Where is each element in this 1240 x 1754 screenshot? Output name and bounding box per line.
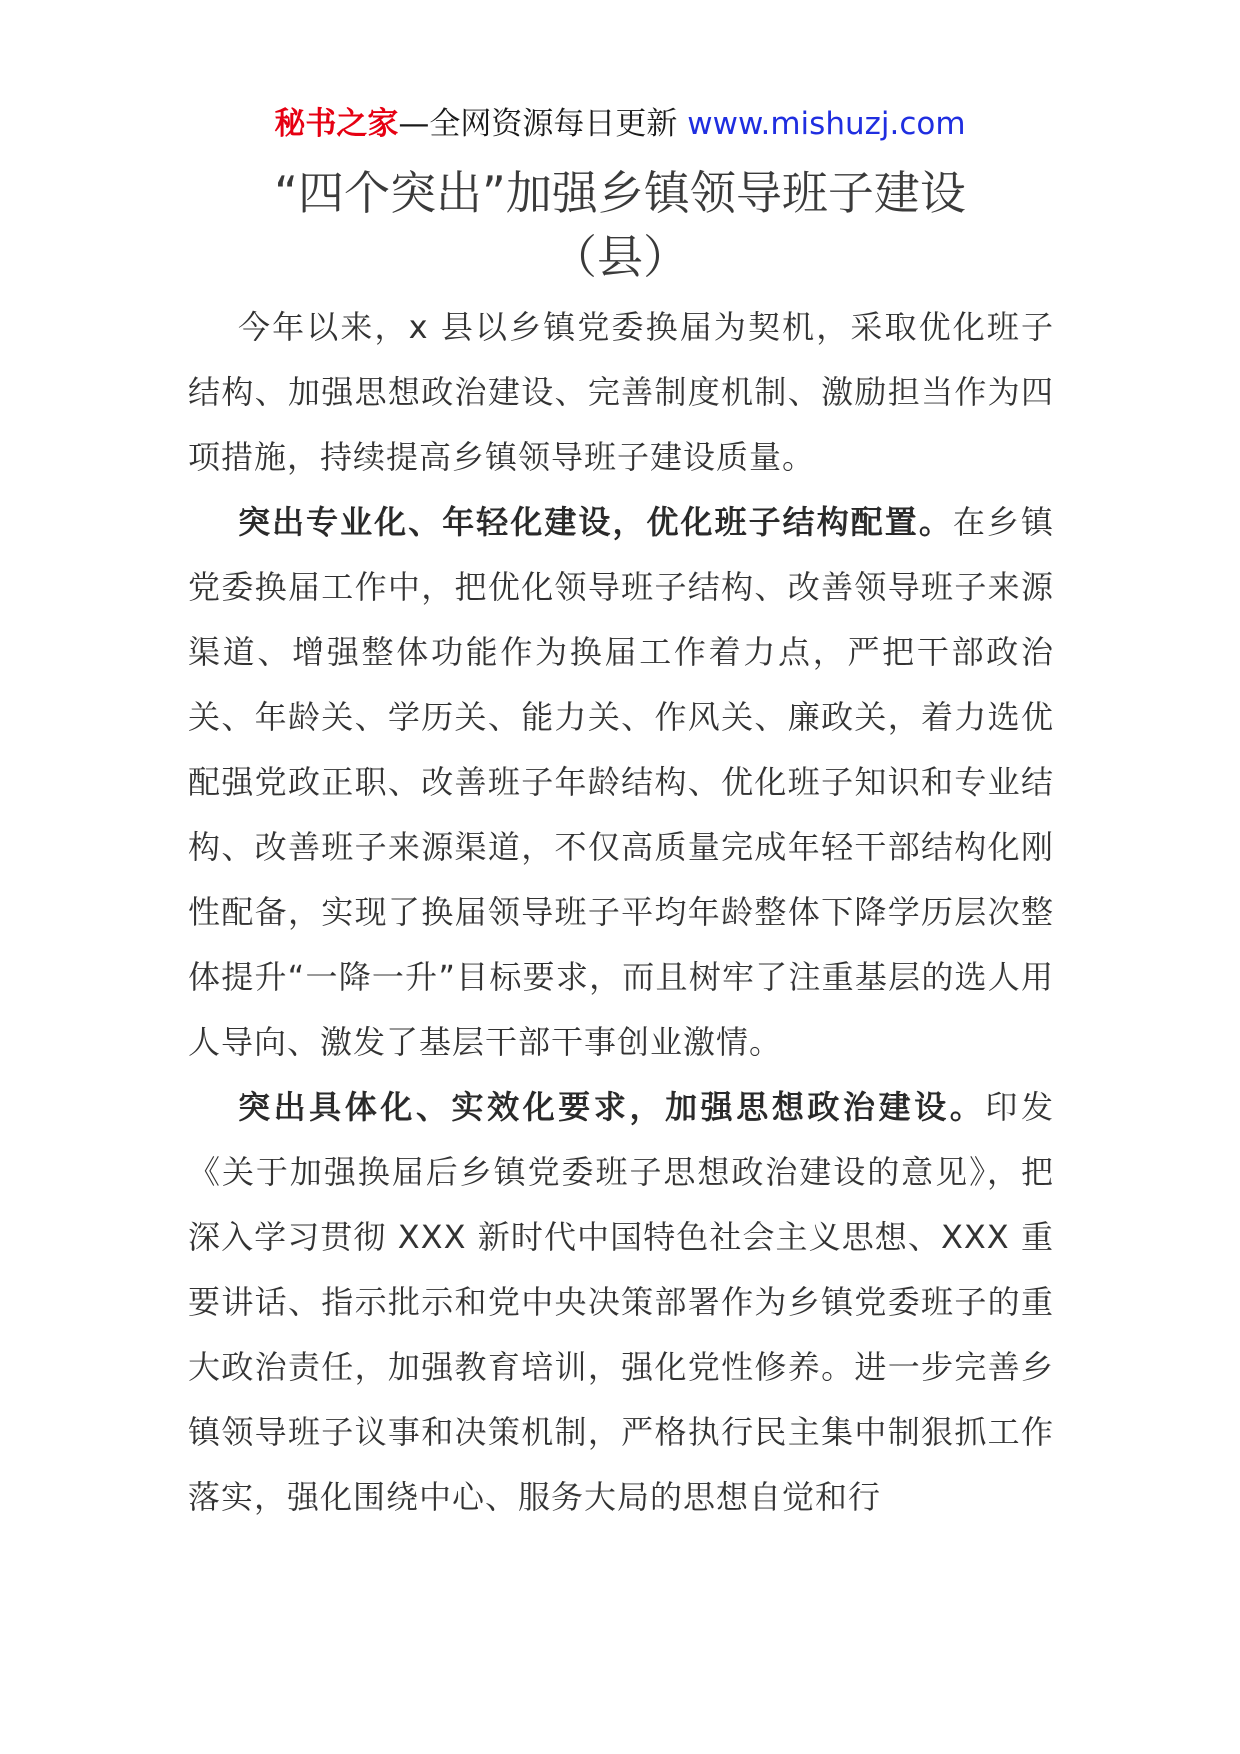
- document-title: “四个突出”加强乡镇领导班子建设: [274, 166, 966, 220]
- paragraph-structure: [188, 490, 1054, 1075]
- header-tagline: —全网资源每日更新: [398, 106, 678, 142]
- paragraph-text: 在乡镇党委换届工作中，把优化领导班子结构、改善领导班子来源渠道、增强整体功能作为换届工作着力点，严把干部政治关、年龄关、学历关、能力关、作风关、廉政关，着力选优配强党政正职、改善班子年龄结构、优化班子知识和专业结构、改善班子来源渠道，不仅高质量完成年轻干部结构化刚性配备，实现了换届领导班子平均年龄整体下降学历层次整体提升“一降一升”目标要求，而且树牢了注重基层的选人用人导向、激发了基层干部干事创业激情。: [188, 503, 1054, 1061]
- document-subtitle: （县）: [551, 230, 689, 284]
- document-body: [188, 295, 1054, 1530]
- paragraph-text: 印发《关于加强换届后乡镇党委班子思想政治建设的意见》，把深入学习贯彻 XXX 新时代中国特色社会主义思想、XXX 重要讲话、指示批示和党中央决策部署作为乡镇党委班子的重大政治责任，加强教育培训，强化党性修养。进一步完善乡镇领导班子议事和决策机制，严格执行民主集中制狠抓工作落实，强化围绕中心、服务大局的思想自觉和行: [188, 1088, 1054, 1516]
- paragraph-ideology: [188, 1075, 1054, 1530]
- paragraph-text: 今年以来，x 县以乡镇党委换届为契机，采取优化班子结构、加强思想政治建设、完善制度机制、激励担当作为四项措施，持续提高乡镇领导班子建设质量。: [188, 308, 1054, 476]
- paragraph-intro: [188, 295, 1054, 490]
- brand-name: 秘书之家: [274, 106, 399, 142]
- paragraph-heading: 突出具体化、实效化要求，加强思想政治建设。: [238, 1088, 986, 1126]
- paragraph-heading: 突出专业化、年轻化建设，优化班子结构配置。: [238, 503, 953, 541]
- site-url-link[interactable]: www.mishuzj.com: [687, 106, 966, 142]
- site-header: [0, 100, 1240, 148]
